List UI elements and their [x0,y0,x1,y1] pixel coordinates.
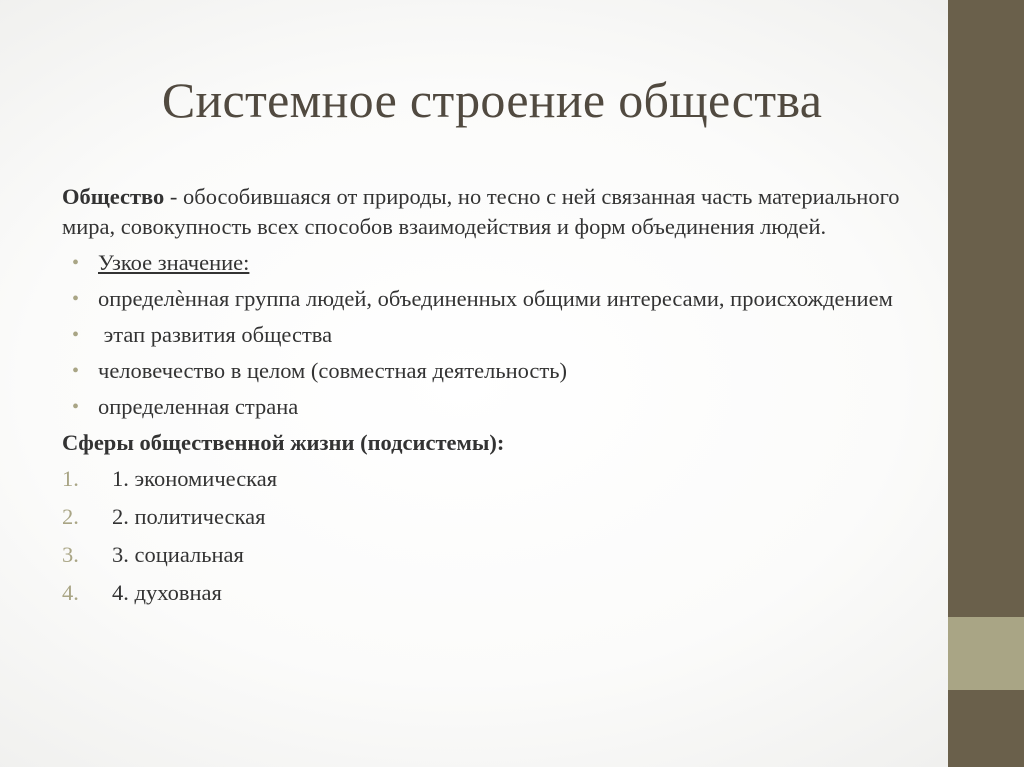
bullet-icon: • [72,324,80,346]
list-item [62,284,942,314]
bullet-icon: • [72,288,80,310]
sidebar-accent-block [948,617,1024,690]
list-item-text: 2. политическая [112,504,266,529]
spheres-heading: Сферы общественной жизни (подсистемы): [62,430,505,455]
list-number: 1. [62,466,79,491]
slide-content [62,182,942,616]
list-number: 2. [62,504,79,529]
slide-title: Системное строение общества [161,72,823,128]
list-item-text: 1. экономическая [112,466,278,491]
list-number: 3. [62,542,79,567]
definition-term: Общество [62,184,165,209]
list-item-text: определенная страна [98,394,299,419]
definition-paragraph [62,182,942,242]
narrow-meaning-label: Узкое значение: [98,250,250,275]
meaning-list [62,248,942,422]
list-number: 4. [62,580,79,605]
list-item-text: 3. социальная [112,542,244,567]
list-item [62,502,942,532]
bullet-icon: • [72,396,80,418]
list-item [62,464,942,494]
list-item [62,540,942,570]
list-item [62,392,942,422]
definition-text: - обособившаяся от природы, но тесно с ней связанная часть материального мира, совокупность всех способов взаимодействия и форм объединения людей. [62,184,900,239]
list-item [62,320,942,350]
list-item [62,356,942,386]
list-item-text: определѐнная группа людей, объединенных общими интересами, происхождением [98,286,893,311]
list-item-text: этап развития общества [98,322,333,347]
bullet-icon: • [72,360,80,382]
list-item [62,578,942,608]
bullet-icon: • [72,252,80,274]
list-item-text: человечество в целом (совместная деятельность) [98,358,568,383]
list-item [62,248,942,278]
list-item-text: 4. духовная [112,580,222,605]
spheres-list [62,464,942,608]
